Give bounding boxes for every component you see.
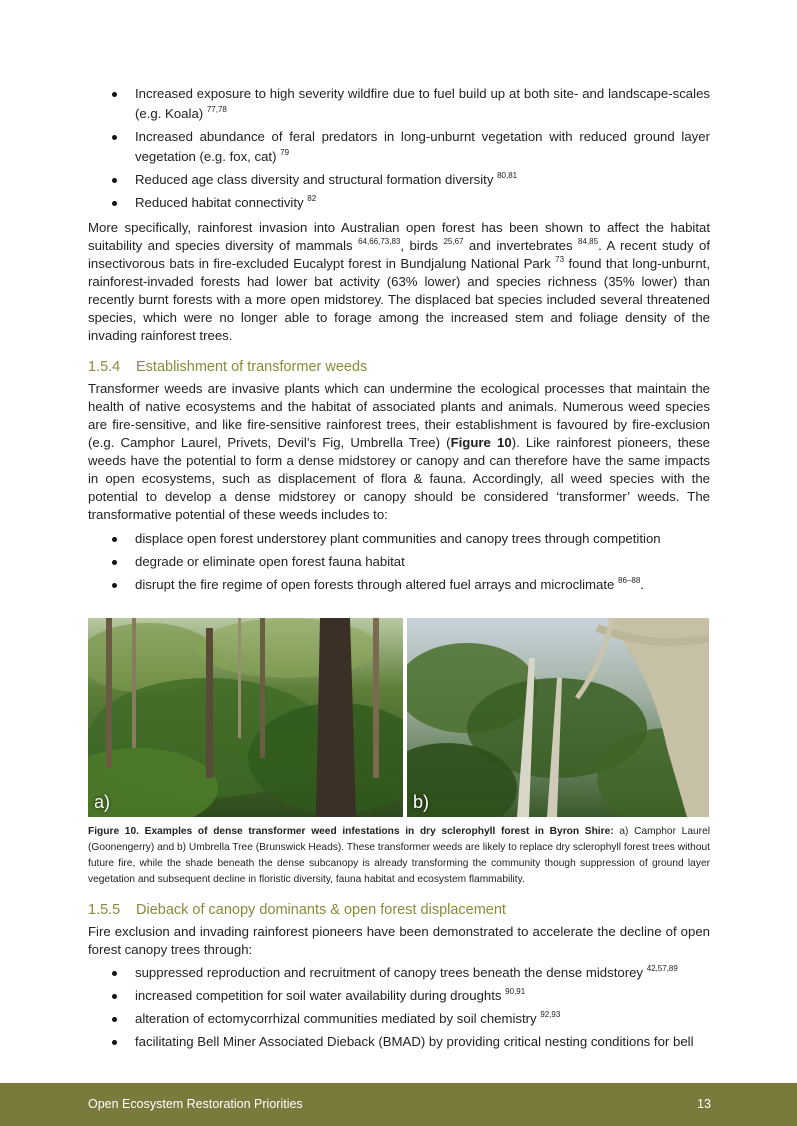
photo-umbrella-tree	[407, 618, 709, 817]
list-item: increased competition for soil water availability during droughts $^{90,91}$	[88, 986, 710, 1006]
list-item: degrade or eliminate open forest fauna habitat	[88, 552, 710, 572]
figure-reference: Figure 10	[450, 435, 512, 450]
bullet-icon	[112, 560, 117, 565]
dieback-list	[88, 963, 710, 1052]
page-footer	[0, 1083, 797, 1126]
list-item: facilitating Bell Miner Associated Dieback (BMAD) by providing critical nesting conditions for bell	[88, 1032, 710, 1052]
list-item: disrupt the fire regime of open forests through altered fuel arrays and microclimate $^{86-88}$.	[88, 575, 710, 595]
list-item: Increased abundance of feral predators in long-unburnt vegetation with reduced ground layer vegetation (e.g. fox, cat) $^{79}$	[88, 127, 710, 167]
paragraph-rainforest-invasion: More specifically, rainforest invasion into Australian open forest has been shown to affect the habitat suitability and species diversity of mammals $^{64,66,73,83}$, birds $^{25,67}$ and invertebrates $^{84,85}$. A recent study of insectivorous bats in fire-excluded Eucalypt forest in Bundjalung National Park $^{73}$ found that long-unburnt, rainforest-invaded forests had lower bat activity (63% lower) and species richness (35% lower) than recently burnt forests with a more open midstorey. The displaced bat species included several threatened species, which were no longer able to forage among the increased stem and foliage density of the invading rainforest trees.	[88, 220, 710, 343]
page-number: 13	[697, 1097, 711, 1111]
bullet-icon	[112, 201, 117, 206]
paragraph-dieback: Fire exclusion and invading rainforest pioneers have been demonstrated to accelerate the decline of open forest canopy trees through:	[88, 924, 710, 957]
weed-impact-list	[88, 529, 710, 595]
forest-photo-a	[88, 618, 403, 817]
list-item: Increased exposure to high severity wildfire due to fuel build up at both site- and landscape-scales (e.g. Koala) $^{77,78}$	[88, 84, 710, 124]
page-content	[88, 84, 710, 598]
list-item: Reduced habitat connectivity $^{82}$	[88, 193, 710, 213]
bullet-icon	[112, 583, 117, 588]
bullet-icon	[112, 135, 117, 140]
photo-camphor-laurel	[88, 618, 403, 817]
bullet-icon	[112, 1040, 117, 1045]
page-content-lower	[88, 902, 710, 1055]
paragraph-transformer-weeds: Transformer weeds are invasive plants which can undermine the ecological processes that maintain the health of native ecosystems and the habitat of associated plants and animals. Numerous weed species are fire-sensitive, and like fire-sensitive rainforest trees, their establishment is favoured by fire-exclusion (e.g. Camphor Laurel, Privets, Devil’s Fig, Umbrella Tree) (Figure 10). Like rainforest pioneers, these weeds have the potential to form a dense midstorey or canopy and can therefore have the same impacts in open ecosystems, such as displacement of flora & fauna. Accordingly, all weed species with the potential to develop a dense midstorey or canopy should be considered ‘transformer’ weeds. The transformative potential of these weeds includes to:	[88, 381, 710, 522]
bullet-icon	[112, 1017, 117, 1022]
figure-10	[88, 618, 709, 817]
figure-caption: Figure 10. Examples of dense transformer weed infestations in dry sclerophyll forest in Byron Shire: a) Camphor Laurel (Goonengerry) and b) Umbrella Tree (Brunswick Heads). These transformer weeds are likely to replace dry sclerophyll forest trees without future fire, while the shade beneath the dense subcanopy is already transforming the community though suppression of ground layer vegetation and subsequent decline in floristic diversity, fauna habitat and ecosystem flammability.	[88, 826, 710, 885]
section-heading-1-5-4: 1.5.4 Establishment of transformer weeds	[88, 359, 368, 375]
list-item: suppressed reproduction and recruitment of canopy trees beneath the dense midstorey $^{42,57,89}$	[88, 963, 710, 983]
bullet-icon	[112, 537, 117, 542]
threat-list	[88, 84, 710, 213]
bullet-icon	[112, 971, 117, 976]
footer-title: Open Ecosystem Restoration Priorities	[88, 1097, 303, 1111]
list-item: alteration of ectomycorrhizal communities mediated by soil chemistry $^{92,93}$	[88, 1009, 710, 1029]
bullet-icon	[112, 994, 117, 999]
list-item: displace open forest understorey plant communities and canopy trees through competition	[88, 529, 710, 549]
panel-label-a: a)	[94, 792, 111, 812]
section-heading-1-5-5: 1.5.5 Dieback of canopy dominants & open forest displacement	[88, 902, 506, 918]
forest-photo-b	[407, 618, 709, 817]
panel-label-b: b)	[413, 792, 430, 812]
list-item: Reduced age class diversity and structural formation diversity $^{80,81}$	[88, 170, 710, 190]
bullet-icon	[112, 178, 117, 183]
bullet-icon	[112, 92, 117, 97]
